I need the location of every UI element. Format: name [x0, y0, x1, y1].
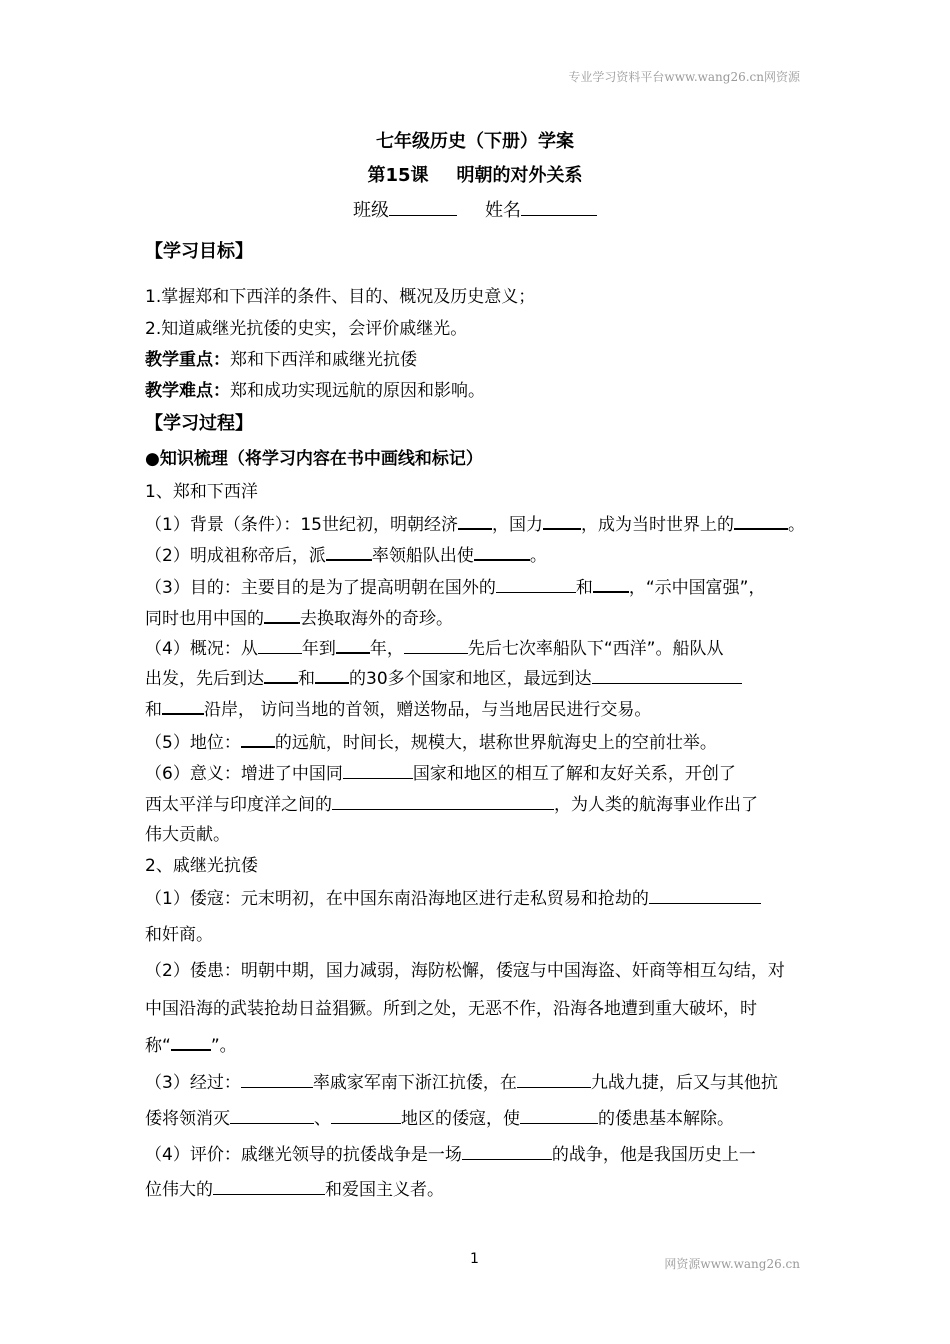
part1-item-1: [145, 510, 815, 535]
fill-blank[interactable]: [264, 668, 298, 684]
fill-blank[interactable]: [593, 577, 629, 593]
fill-blank[interactable]: [592, 669, 742, 684]
class-name-line: [0, 196, 950, 222]
part1-item-6: [145, 759, 815, 784]
text-segment: 的远航，时间长，规模大，堪称世界航海史上的空前壮举。: [274, 733, 717, 753]
text-segment: 九战九捷，后又与其他抗: [590, 1073, 778, 1093]
text-segment: ”。: [210, 1036, 237, 1056]
fill-blank[interactable]: [315, 668, 349, 684]
text-segment: ，成为当时世界上的: [580, 515, 734, 535]
text-segment: 、: [314, 1109, 331, 1129]
text-segment: （1）倭寇：元末明初，在中国东南沿海地区进行走私贸易和抢劫的: [145, 889, 649, 909]
fill-blank[interactable]: [241, 1073, 313, 1088]
text-segment: 西太平洋与印度洋之间的: [145, 795, 332, 815]
text-segment: 年到: [301, 639, 336, 659]
name-blank: [521, 199, 597, 216]
text-segment: 位伟大的: [145, 1180, 213, 1200]
fill-blank[interactable]: [520, 1109, 598, 1124]
fill-blank[interactable]: [332, 795, 554, 810]
part2-item-4: [145, 1140, 815, 1165]
page-title: 七年级历史（下册）学案: [376, 131, 574, 152]
text-segment: （2）明成祖称帝后，派: [145, 546, 326, 566]
part2-item-2-cont2: [145, 1031, 815, 1056]
part2-item-4-cont: [145, 1175, 815, 1200]
fill-blank[interactable]: [343, 764, 413, 779]
fill-blank[interactable]: [474, 545, 530, 561]
part2-item-2-cont: 中国沿海的武装抢劫日益猖獗。所到之处，无恶不作，沿海各地遭到重大破坏，时: [145, 999, 757, 1019]
text-segment: 的战争，他是我国历史上一: [551, 1145, 756, 1165]
text-segment: ，国力: [491, 515, 543, 535]
part2-item-1: [145, 884, 815, 909]
fill-blank[interactable]: [458, 514, 492, 530]
text-segment: 。: [787, 515, 805, 535]
text-segment: 同时也用中国的: [145, 609, 264, 629]
part1-item-2: [145, 541, 815, 566]
text-segment: 和: [298, 669, 315, 689]
goal-item: 2.知道戚继光抗倭的史实，会评价戚继光。: [145, 319, 468, 339]
fill-blank[interactable]: [241, 732, 275, 748]
part1-item-5: [145, 728, 815, 753]
class-label: 班级: [353, 200, 389, 221]
text-segment: 国家和地区的相互了解和友好关系，开创了: [412, 764, 736, 784]
text-segment: 的倭患基本解除。: [598, 1109, 734, 1129]
fill-blank[interactable]: [162, 699, 204, 715]
process-heading: 【学习过程】: [145, 413, 253, 434]
text-segment: 沿岸， 访问当地的首领，赠送物品，与当地居民进行交易。: [204, 700, 652, 720]
lesson-title: [0, 161, 950, 187]
fill-blank[interactable]: [326, 545, 372, 561]
text-segment: （3）经过：: [145, 1073, 241, 1093]
text-segment: 年，: [369, 639, 404, 659]
fill-blank[interactable]: [171, 1035, 211, 1051]
fill-blank[interactable]: [213, 1180, 325, 1195]
class-blank: [389, 199, 457, 216]
fill-blank[interactable]: [230, 1109, 314, 1124]
text-segment: 率领船队出使: [371, 546, 474, 566]
text-segment: 地区的倭寇，使: [401, 1109, 520, 1129]
part2-heading: 2、戚继光抗倭: [145, 856, 258, 876]
name-label: 姓名: [485, 200, 521, 221]
text-segment: 倭将领消灭: [145, 1109, 230, 1129]
knowledge-heading: ●知识梳理（将学习内容在书中画线和标记）: [145, 449, 483, 469]
fill-blank[interactable]: [258, 639, 302, 654]
fill-blank[interactable]: [331, 1109, 401, 1124]
text-segment: 和爱国主义者。: [325, 1180, 444, 1200]
difficulty-text: 郑和成功实现远航的原因和影响。: [230, 381, 485, 401]
part2-item-2: （2）倭患：明朝中期，国力减弱，海防松懈，倭寇与中国海盗、奸商等相互勾结，对: [145, 961, 785, 981]
fill-blank[interactable]: [649, 889, 761, 904]
fill-blank[interactable]: [336, 638, 370, 654]
key-point-line: [145, 345, 815, 370]
text-segment: 先后七次率船队下“西洋”。船队从: [467, 639, 724, 659]
text-segment: 。: [529, 546, 547, 566]
difficulty-line: [145, 376, 815, 401]
part1-item-4-cont2: [145, 695, 815, 720]
difficulty-label: 教学难点：: [145, 381, 230, 401]
fill-blank[interactable]: [517, 1073, 591, 1088]
part2-item-3: [145, 1068, 815, 1093]
part2-item-3-cont: [145, 1104, 815, 1129]
part1-item-3: [145, 573, 815, 598]
page-number: 1: [470, 1251, 479, 1267]
text-segment: 出发，先后到达: [145, 669, 264, 689]
lesson-number: 第15课: [367, 165, 429, 186]
header-watermark: 专业学习资料平台www.wang26.cn网资源: [568, 70, 800, 84]
footer-watermark: 网资源www.wang26.cn: [664, 1257, 800, 1271]
fill-blank[interactable]: [496, 578, 576, 593]
key-point-text: 郑和下西洋和戚继光抗倭: [230, 350, 417, 370]
part1-item-4-cont: [145, 664, 815, 689]
fill-blank[interactable]: [543, 514, 581, 530]
text-segment: （3）目的：主要目的是为了提高明朝在国外的: [145, 578, 496, 598]
text-segment: （5）地位：: [145, 733, 241, 753]
text-segment: 去换取海外的奇珍。: [300, 609, 453, 629]
part1-item-3-cont: [145, 604, 815, 629]
part1-heading: 1、郑和下西洋: [145, 482, 258, 502]
text-segment: （6）意义：增进了中国同: [145, 764, 343, 784]
part1-item-6-cont: [145, 790, 815, 815]
lesson-name: 明朝的对外关系: [456, 165, 583, 186]
fill-blank[interactable]: [734, 514, 788, 530]
text-segment: ，为人类的航海事业作出了: [554, 795, 758, 815]
text-segment: （4）评价：戚继光领导的抗倭战争是一场: [145, 1145, 462, 1165]
text-segment: ，“示中国富强”，: [628, 578, 766, 598]
part1-item-6-cont2: 伟大贡献。: [145, 825, 230, 845]
part2-item-1-cont: 和奸商。: [145, 925, 213, 945]
text-segment: 称“: [145, 1036, 171, 1056]
text-segment: （4）概况：从: [145, 639, 258, 659]
fill-blank[interactable]: [462, 1145, 552, 1160]
text-segment: 和: [575, 578, 593, 598]
text-segment: 率戚家军南下浙江抗倭，在: [312, 1073, 517, 1093]
part1-item-4: [145, 634, 815, 659]
goals-heading: 【学习目标】: [145, 241, 253, 262]
text-segment: 的30多个国家和地区，最远到达: [349, 669, 592, 689]
key-point-label: 教学重点：: [145, 350, 230, 370]
fill-blank[interactable]: [264, 608, 300, 624]
goal-item: 1.掌握郑和下西洋的条件、目的、概况及历史意义；: [145, 287, 536, 307]
text-segment: 和: [145, 700, 162, 720]
text-segment: （1）背景（条件）：15世纪初，明朝经济: [145, 515, 458, 535]
fill-blank[interactable]: [404, 639, 468, 654]
